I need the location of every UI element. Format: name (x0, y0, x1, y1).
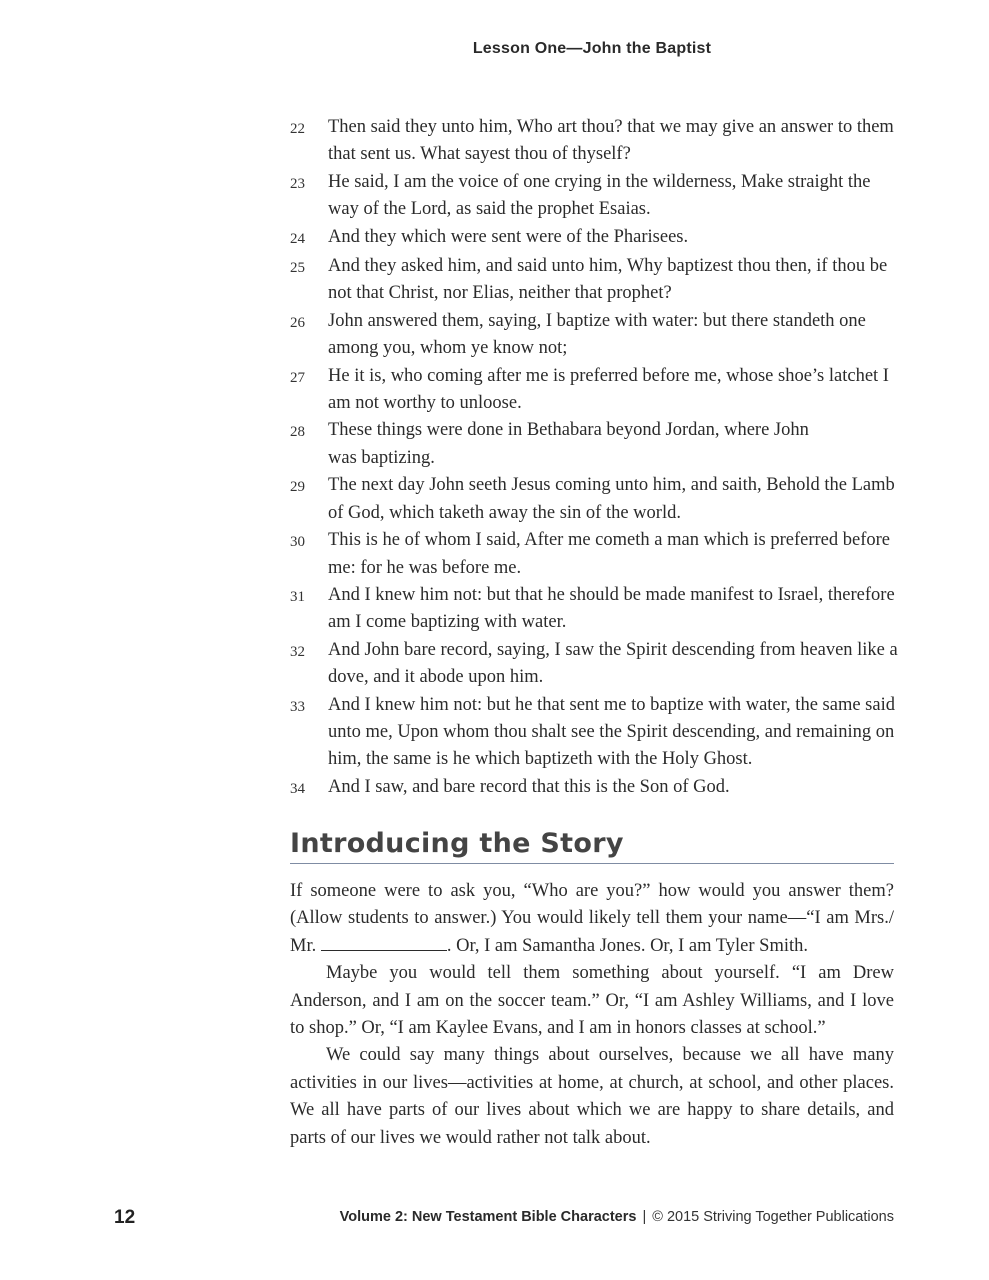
section-body (290, 878, 894, 1152)
verse-text: And I knew him not: but he that sent me to baptize with water, the same said unto me, Upon whom thou shalt see the Spirit descending, and remaining on him, the same is he which baptizeth with the Holy Ghost. (328, 694, 895, 770)
verse-number: 34 (290, 780, 305, 797)
verse-30 (290, 527, 900, 582)
verse-32 (290, 637, 900, 692)
verse-text: And they which were sent were of the Pharisees. (328, 226, 689, 247)
verse-text: And they asked him, and said unto him, Why baptizest thou then, if thou be not that Christ, nor Elias, neither that prophet? (328, 256, 888, 304)
verse-text: John answered them, saying, I baptize with water: but there standeth one among you, whom ye know not; (328, 310, 866, 359)
verse-text: These things were done in Bethabara beyond Jordan, where John was baptizing. (328, 420, 809, 468)
verse-text: Then said they unto him, Who art thou? that we may give an answer to them that sent us. What sayest thou of thyself? (328, 117, 894, 165)
paragraph-1 (290, 878, 894, 960)
page-number: 12 (114, 1207, 136, 1228)
verse-number: 22 (290, 121, 305, 137)
verse-number: 25 (290, 260, 305, 277)
verse-text: And John bare record, saying, I saw the Spirit descending from heaven like a dove, and it abode upon him. (328, 639, 898, 688)
section-heading: Introducing the Story (290, 826, 894, 864)
footer-separator: | (642, 1209, 647, 1225)
verse-number: 33 (290, 698, 305, 715)
verse-28 (290, 417, 900, 472)
verse-23 (290, 169, 900, 224)
paragraph-1-start: If someone were to ask you, “Who are you?” how would you answer them? (Allow students to answer.) You would likely tell them your name—“I am Mrs./ Mr. (290, 881, 894, 956)
verse-number: 26 (290, 314, 305, 331)
verse-27 (290, 363, 900, 418)
copyright-notice: © 2015 Striving Together Publications (652, 1209, 894, 1225)
verse-22 (290, 114, 900, 169)
verse-34 (290, 774, 900, 803)
verse-31 (290, 582, 900, 637)
verse-number: 23 (290, 175, 305, 192)
verse-29 (290, 472, 900, 527)
paragraph-1-end: . Or, I am Samantha Jones. Or, I am Tyler Smith. (446, 935, 809, 956)
verse-24 (290, 224, 900, 253)
fill-in-blank (321, 934, 447, 951)
verse-number: 30 (290, 534, 305, 551)
paragraph-3: We could say many things about ourselves, because we all have many activities in our lives—activities at home, at church, at school, and other places. We all have parts of our lives about which we are happy to share details, and parts of our lives we would rather not talk about. (290, 1045, 894, 1148)
verse-number: 32 (290, 643, 305, 660)
verse-25 (290, 253, 900, 308)
verse-text: He it is, who coming after me is preferred before me, whose shoe’s latchet I am not worthy to unloose. (328, 365, 889, 414)
page-footer (290, 1209, 894, 1225)
verse-text: This is he of whom I said, After me cometh a man which is preferred before me: for he was before me. (328, 530, 891, 578)
volume-title: Volume 2: New Testament Bible Characters (339, 1209, 637, 1225)
verse-number: 27 (290, 369, 305, 386)
verse-number: 29 (290, 479, 305, 496)
verse-33 (290, 692, 900, 774)
verse-text: He said, I am the voice of one crying in the wilderness, Make straight the way of the Lord, as said the prophet Esaias. (328, 171, 871, 220)
verse-number: 28 (290, 424, 305, 441)
verse-text: The next day John seeth Jesus coming unto him, and saith, Behold the Lamb of God, which taketh away the sin of the world. (328, 475, 895, 523)
verse-text: And I saw, and bare record that this is the Son of God. (328, 776, 730, 797)
paragraph-2: Maybe you would tell them something about yourself. “I am Drew Anderson, and I am on the soccer team.” Or, “I am Ashley Williams, and I love to shop.” Or, “I am Kaylee Evans, and I am in honors classes at school.” (290, 963, 894, 1039)
running-head: Lesson One—John the Baptist (472, 40, 712, 57)
verse-number: 31 (290, 588, 305, 605)
verse-text: And I knew him not: but that he should be made manifest to Israel, therefore am I come baptizing with water. (328, 584, 895, 633)
verse-number: 24 (290, 230, 305, 247)
verse-26 (290, 308, 900, 363)
scripture-passage (290, 114, 900, 803)
